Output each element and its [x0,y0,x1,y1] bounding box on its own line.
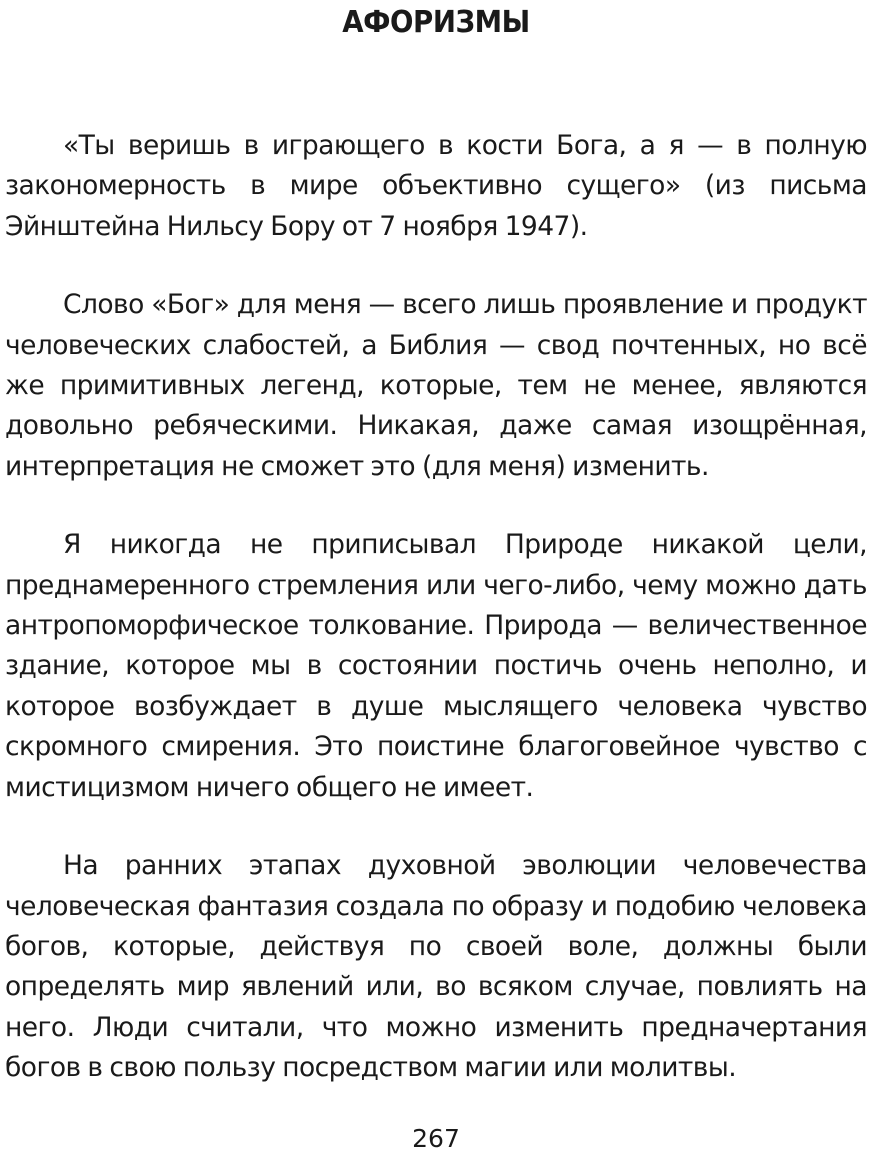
running-head: АФОРИЗМЫ [342,5,530,40]
paragraph-word-god: Слово «Бог» для меня — всего лишь проявление и продукт человеческих слабостей, а Библия — свод почтенных, но всё же примитивных легенд, которые, тем не менее, являются довольно ребяческими. Никакая, даже самая изощрённая, интерпретация не сможет это (для меня) изменить. [5,289,867,482]
paragraph-einstein-letter: «Ты веришь в играющего в кости Бога, а я — в полную закономерность в мире объективно сущего» (из письма Эйнштейна Нильсу Бору от 7 ноября 1947). [5,130,867,242]
page-number: 267 [412,1124,460,1153]
body-text [5,126,867,1127]
paragraph-early-stages: На ранних этапах духовной эволюции человечества человеческая фантазия создала по образу и подобию человека богов, которые, действуя по своей воле, должны были определять мир явлений или, во всяком случае, повлиять на него. Люди считали, что можно изменить предначертания богов в свою пользу посредством магии или молитвы. [5,850,867,1084]
paragraph-nature: Я никогда не приписывал Природе никакой цели, преднамеренного стремления или чего-либо, чему можно дать антропоморфическое толкование. Природа — величественное здание, которое мы в состоянии постичь очень неполно, и которое возбуждает в душе мыслящего человека чувство скромного смирения. Это поистине благоговейное чувство с мистицизмом ничего общего не имеет. [5,529,867,803]
